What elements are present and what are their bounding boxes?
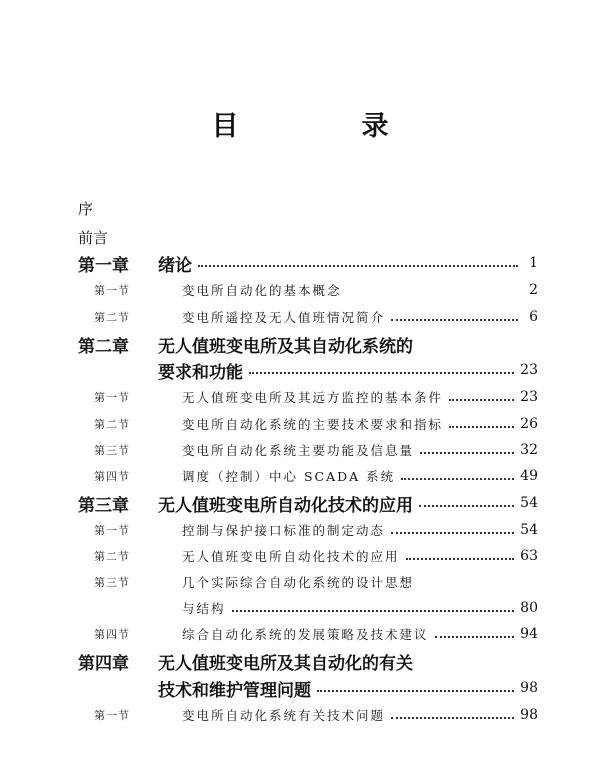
section-title: 变电所自动化系统有关技术问题 — [182, 708, 386, 723]
toc-chapter-1[interactable] — [78, 250, 538, 276]
chapter-title-continued: 要求和功能 — [158, 362, 243, 383]
leader-dots — [317, 690, 514, 692]
chapter-title: 无人值班变电所自动化技术的应用 — [158, 495, 413, 516]
leader-dots — [391, 532, 514, 534]
section-label: 第一节 — [94, 391, 130, 404]
section-title: 变电所自动化系统的主要技术要求和指标 — [182, 417, 444, 432]
toc-section-3-2[interactable] — [78, 543, 538, 569]
toc-section-3-1[interactable] — [78, 517, 538, 543]
toc-chapter-3[interactable] — [78, 490, 538, 516]
section-title: 变电所遥控及无人值班情况简介 — [182, 310, 386, 325]
foreword-entry[interactable]: 前言 — [78, 229, 109, 247]
toc-chapter-4-cont[interactable] — [78, 675, 538, 701]
section-label: 第二节 — [94, 418, 130, 431]
leader-dots — [391, 717, 514, 719]
toc-section-1-1[interactable] — [78, 277, 538, 303]
section-title: 控制与保护接口标准的制定动态 — [182, 523, 386, 538]
section-label: 第一节 — [94, 284, 130, 297]
toc-section-2-4[interactable] — [78, 463, 538, 489]
page-number: 26 — [520, 416, 538, 432]
page-number: 94 — [520, 626, 538, 642]
chapter-label: 第一章 — [78, 255, 129, 276]
leader-dots — [391, 319, 518, 321]
page-number: 63 — [520, 548, 538, 564]
leader-dots — [401, 478, 514, 480]
section-label: 第二节 — [94, 550, 130, 563]
chapter-title: 无人值班变电所及其自动化系统的 — [158, 336, 413, 357]
page-number: 6 — [529, 309, 538, 325]
page-number: 54 — [520, 495, 538, 511]
leader-dots — [449, 399, 514, 401]
chapter-title: 绪论 — [158, 255, 192, 276]
page-number: 23 — [520, 389, 538, 405]
page-number: 1 — [529, 255, 538, 271]
section-label: 第一节 — [94, 709, 130, 722]
toc-section-2-1[interactable] — [78, 384, 538, 410]
leader-dots — [232, 610, 515, 612]
toc-section-3-3-cont[interactable] — [78, 595, 538, 621]
section-label: 第三节 — [94, 576, 130, 589]
leader-dots — [420, 452, 514, 454]
section-title-continued: 与结构 — [182, 601, 226, 616]
section-label: 第二节 — [94, 311, 130, 324]
toc-chapter-2[interactable] — [78, 331, 538, 357]
section-title: 变电所自动化的基本概念 — [182, 283, 342, 298]
page-number: 2 — [529, 282, 538, 298]
section-title: 综合自动化系统的发展策略及技术建议 — [182, 627, 429, 642]
leader-dots — [249, 372, 514, 374]
chapter-label: 第三章 — [78, 495, 129, 516]
toc-section-2-2[interactable] — [78, 411, 538, 437]
section-title: 调度（控制）中心 SCADA 系统 — [182, 469, 396, 484]
page-number: 49 — [520, 468, 538, 484]
toc-chapter-2-cont[interactable] — [78, 357, 538, 383]
toc-section-4-1[interactable] — [78, 702, 538, 728]
section-label: 第一节 — [94, 524, 130, 537]
section-title: 无人值班变电所自动化技术的应用 — [182, 549, 400, 564]
toc-section-1-2[interactable] — [78, 304, 538, 330]
page-number: 32 — [520, 442, 538, 458]
section-label: 第四节 — [94, 628, 130, 641]
leader-dots — [198, 265, 518, 267]
chapter-label: 第二章 — [78, 336, 129, 357]
chapter-title-continued: 技术和维护管理问题 — [158, 680, 311, 701]
section-title: 无人值班变电所及其远方监控的基本条件 — [182, 390, 444, 405]
section-label: 第三节 — [94, 444, 130, 457]
toc-section-3-4[interactable] — [78, 621, 538, 647]
section-label: 第四节 — [94, 470, 130, 483]
leader-dots — [406, 558, 515, 560]
toc-section-2-3[interactable] — [78, 437, 538, 463]
chapter-label: 第四章 — [78, 653, 129, 674]
section-title: 变电所自动化系统主要功能及信息量 — [182, 443, 415, 458]
preface-entry[interactable]: 序 — [78, 200, 94, 218]
leader-dots — [419, 505, 514, 507]
page-number: 98 — [520, 707, 538, 723]
page-number: 98 — [520, 680, 538, 696]
page-title: 目 录 — [211, 111, 437, 142]
section-title: 几个实际综合自动化系统的设计思想 — [182, 575, 415, 590]
toc-chapter-4[interactable] — [78, 648, 538, 674]
leader-dots — [435, 636, 515, 638]
leader-dots — [449, 426, 514, 428]
chapter-title: 无人值班变电所及其自动化的有关 — [158, 653, 413, 674]
page-number: 80 — [520, 600, 538, 616]
toc-section-3-3[interactable] — [78, 569, 538, 595]
page-number: 23 — [520, 362, 538, 378]
page-number: 54 — [520, 522, 538, 538]
